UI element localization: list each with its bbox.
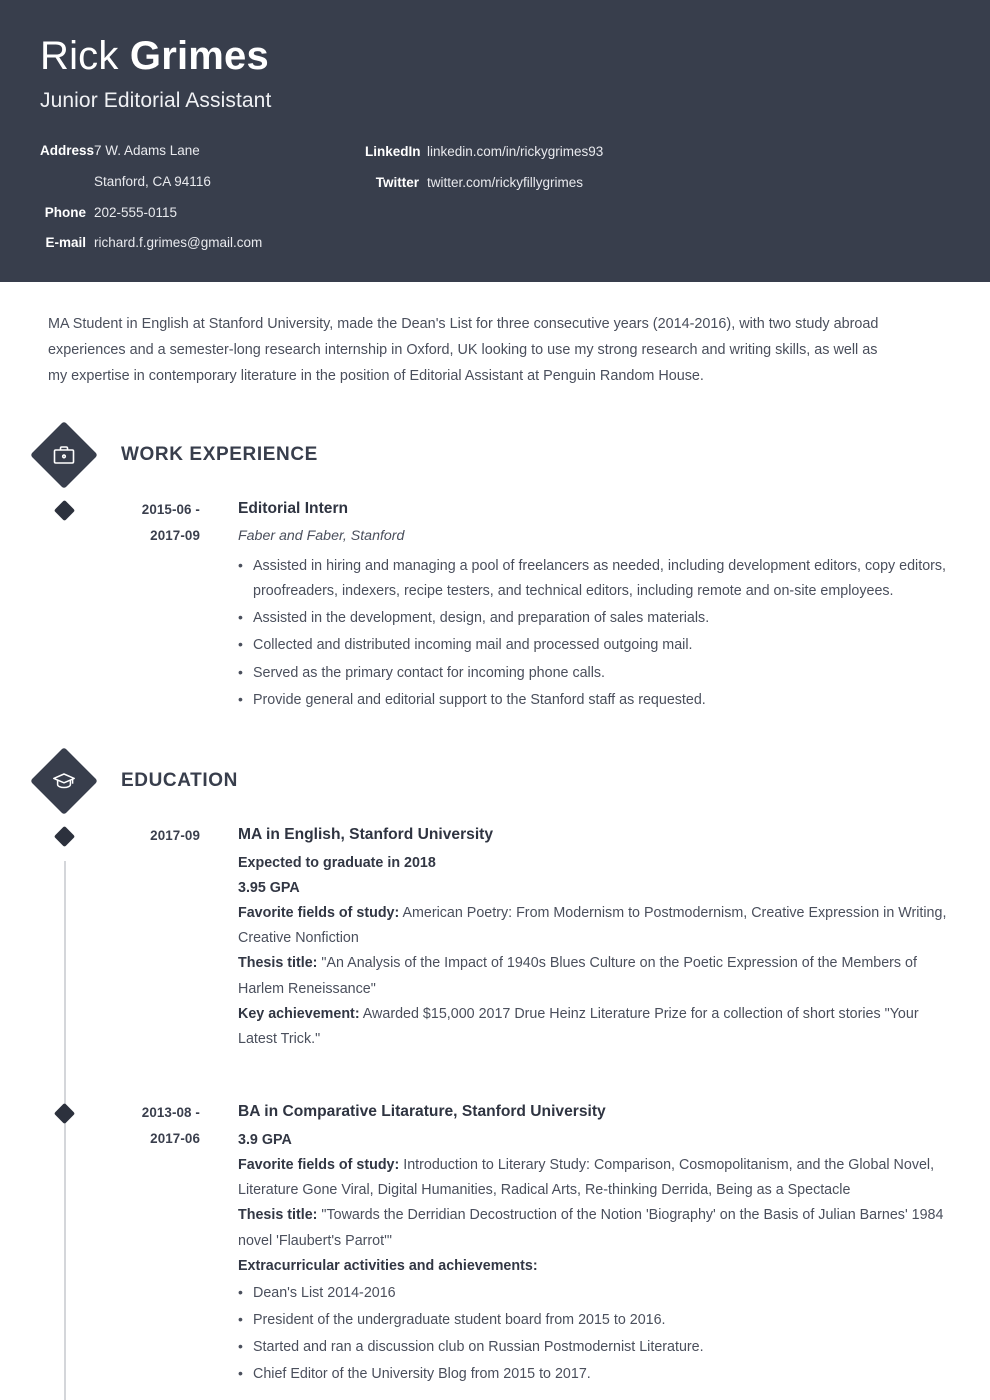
education-entry-title: BA in Comparative Litarature, Stanford University [238,1103,606,1120]
education-entry [0,823,950,1052]
education-detail-line [238,851,950,876]
detail-label: 3.9 GPA [238,1131,292,1148]
detail-text: Awarded $15,000 2017 Drue Heinz Literature Prize for a collection of short stories "Your Latest Trick." [238,1005,919,1047]
section-title-education: EDUCATION [121,769,238,791]
detail-label: Extracurricular activities and achievements: [238,1257,538,1274]
education-entry [0,1100,950,1390]
education-detail-line [238,1203,950,1253]
timeline-diamond-bullet [54,826,75,847]
detail-label: Favorite fields of study: [238,1157,400,1174]
contact-label-twitter: Twitter [375,174,419,190]
timeline-diamond-bullet [54,500,75,521]
first-name: Rick [40,34,130,78]
list-item: • President of the undergraduate student board from 2015 to 2016. [238,1308,950,1333]
education-entry-dates [85,1100,200,1390]
contact-row-phone [40,205,365,222]
list-item: • Dean's List 2014-2016 [238,1281,950,1306]
detail-text: Introduction to Literary Study: Comparison, Cosmopolitanism, and the Global Novel, Literature Gone Viral, Digital Humanities, Radical Arts, Re-thinking Derrida, Being as a Spectacle [238,1157,935,1199]
candidate-name [40,34,950,79]
education-detail-line [238,876,950,901]
resume-body [0,431,990,1389]
candidate-job-title: Junior Editorial Assistant [40,88,272,112]
education-detail-line [238,1002,950,1052]
contact-row-address [40,143,365,160]
section-work-experience [0,431,950,715]
contact-row-address-line2 [40,174,365,191]
contact-info [40,143,950,253]
education-entry-date-to: 2017-06 [150,1130,200,1146]
list-item: • Served as the primary contact for incoming phone calls. [238,661,950,686]
education-entry-content [238,1100,950,1390]
education-entry-date-from: 2013-08 - [141,1105,200,1120]
education-detail-line [238,1153,950,1203]
timeline-diamond-bullet [54,1103,75,1124]
work-entry-date-from: 2015-06 - [141,502,200,518]
contact-row-email [40,235,365,252]
graduation-cap-icon [30,747,98,815]
education-entry-date-from: 2017-09 [150,827,200,843]
education-detail-line [238,1254,950,1279]
contact-value-linkedin[interactable]: linkedin.com/in/rickygrimes93 [427,143,604,159]
work-entry-date-to: 2017-09 [150,527,200,543]
contact-value-twitter[interactable]: twitter.com/rickyfillygrimes [427,174,584,190]
contact-label-spacer [40,174,94,191]
list-item: • Provide general and editorial support to the Stanford staff as requested. [238,688,950,713]
list-item: • Assisted in the development, design, and preparation of sales materials. [238,606,950,631]
contact-label-linkedin: LinkedIn [365,143,421,159]
professional-summary: MA Student in English at Stanford University, made the Dean's List for three consecutive years (2014-2016), with two study abroad experiences and a semester-long research internship in Oxford, UK looking to use my strong research and writing skills, as well as my expertise in contemporary literature in the position of Editorial Assistant at Penguin Random House. [48,316,879,384]
detail-label: 3.95 GPA [238,879,300,896]
work-entry-content [238,497,950,715]
education-entry-content [238,823,950,1052]
list-item: • Started and ran a discussion club on Russian Postmodernist Literature. [238,1335,950,1360]
education-entry-dates [85,823,200,1052]
detail-text: "An Analysis of the Impact of 1940s Blues Culture on the Poetic Expression of the Members of Harlem Reneissance" [238,955,917,997]
list-item: • Collected and distributed incoming mail and processed outgoing mail. [238,633,950,658]
last-name: Grimes [129,34,269,78]
detail-text: American Poetry: From Modernism to Postmodernism, Creative Expression in Writing, Creative Nonfiction [238,905,947,947]
contact-value-phone[interactable]: 202-555-0115 [94,204,178,220]
list-item: • Chief Editor of the University Blog from 2015 to 2017. [238,1362,950,1387]
education-entry-bullet-list [238,1281,950,1388]
contact-value-address-line2: Stanford, CA 94116 [94,173,211,189]
education-entry-title: MA in English, Stanford University [238,825,494,843]
section-education [0,757,950,1390]
list-item: • Assisted in hiring and managing a pool of freelancers as needed, including development editors, copy editors, proofreaders, indexers, recipe testers, and technical editors, including remote and on-site employees. [238,554,950,604]
work-entry-dates [85,497,200,715]
detail-label: Thesis title: [238,955,318,972]
contact-column-right [365,143,603,192]
contact-label-address: Address [40,142,95,158]
work-entry-bullet-list [238,554,950,713]
briefcase-icon [30,421,98,489]
contact-label-email: E-mail [45,235,86,251]
education-detail-line [238,951,950,1001]
detail-label: Favorite fields of study: [238,905,400,922]
contact-column-left [40,143,365,253]
resume-header [0,0,990,282]
education-detail-line [238,901,950,951]
detail-text: "Towards the Derridian Decostruction of the Notion 'Biography' on the Basis of Julian Barnes' 1984 novel 'Flaubert's Parrot'" [238,1207,944,1249]
contact-row-twitter [365,175,603,192]
work-entry [0,497,950,715]
contact-label-phone: Phone [44,204,86,220]
section-header-work-experience [0,431,950,479]
contact-row-linkedin [365,144,603,161]
contact-value-email[interactable]: richard.f.grimes@gmail.com [94,235,263,251]
detail-label: Key achievement: [238,1005,360,1022]
section-header-education [0,757,950,805]
entry-spacer [0,1052,950,1082]
section-title-work-experience: WORK EXPERIENCE [121,444,318,466]
work-entry-title: Editorial Intern [238,500,349,518]
work-entry-organization: Faber and Faber, Stanford [238,528,405,545]
detail-label: Expected to graduate in 2018 [238,854,436,871]
education-detail-line [238,1128,950,1153]
contact-value-address-line1: 7 W. Adams Lane [94,142,200,158]
detail-label: Thesis title: [238,1207,318,1224]
address-block [94,143,200,160]
